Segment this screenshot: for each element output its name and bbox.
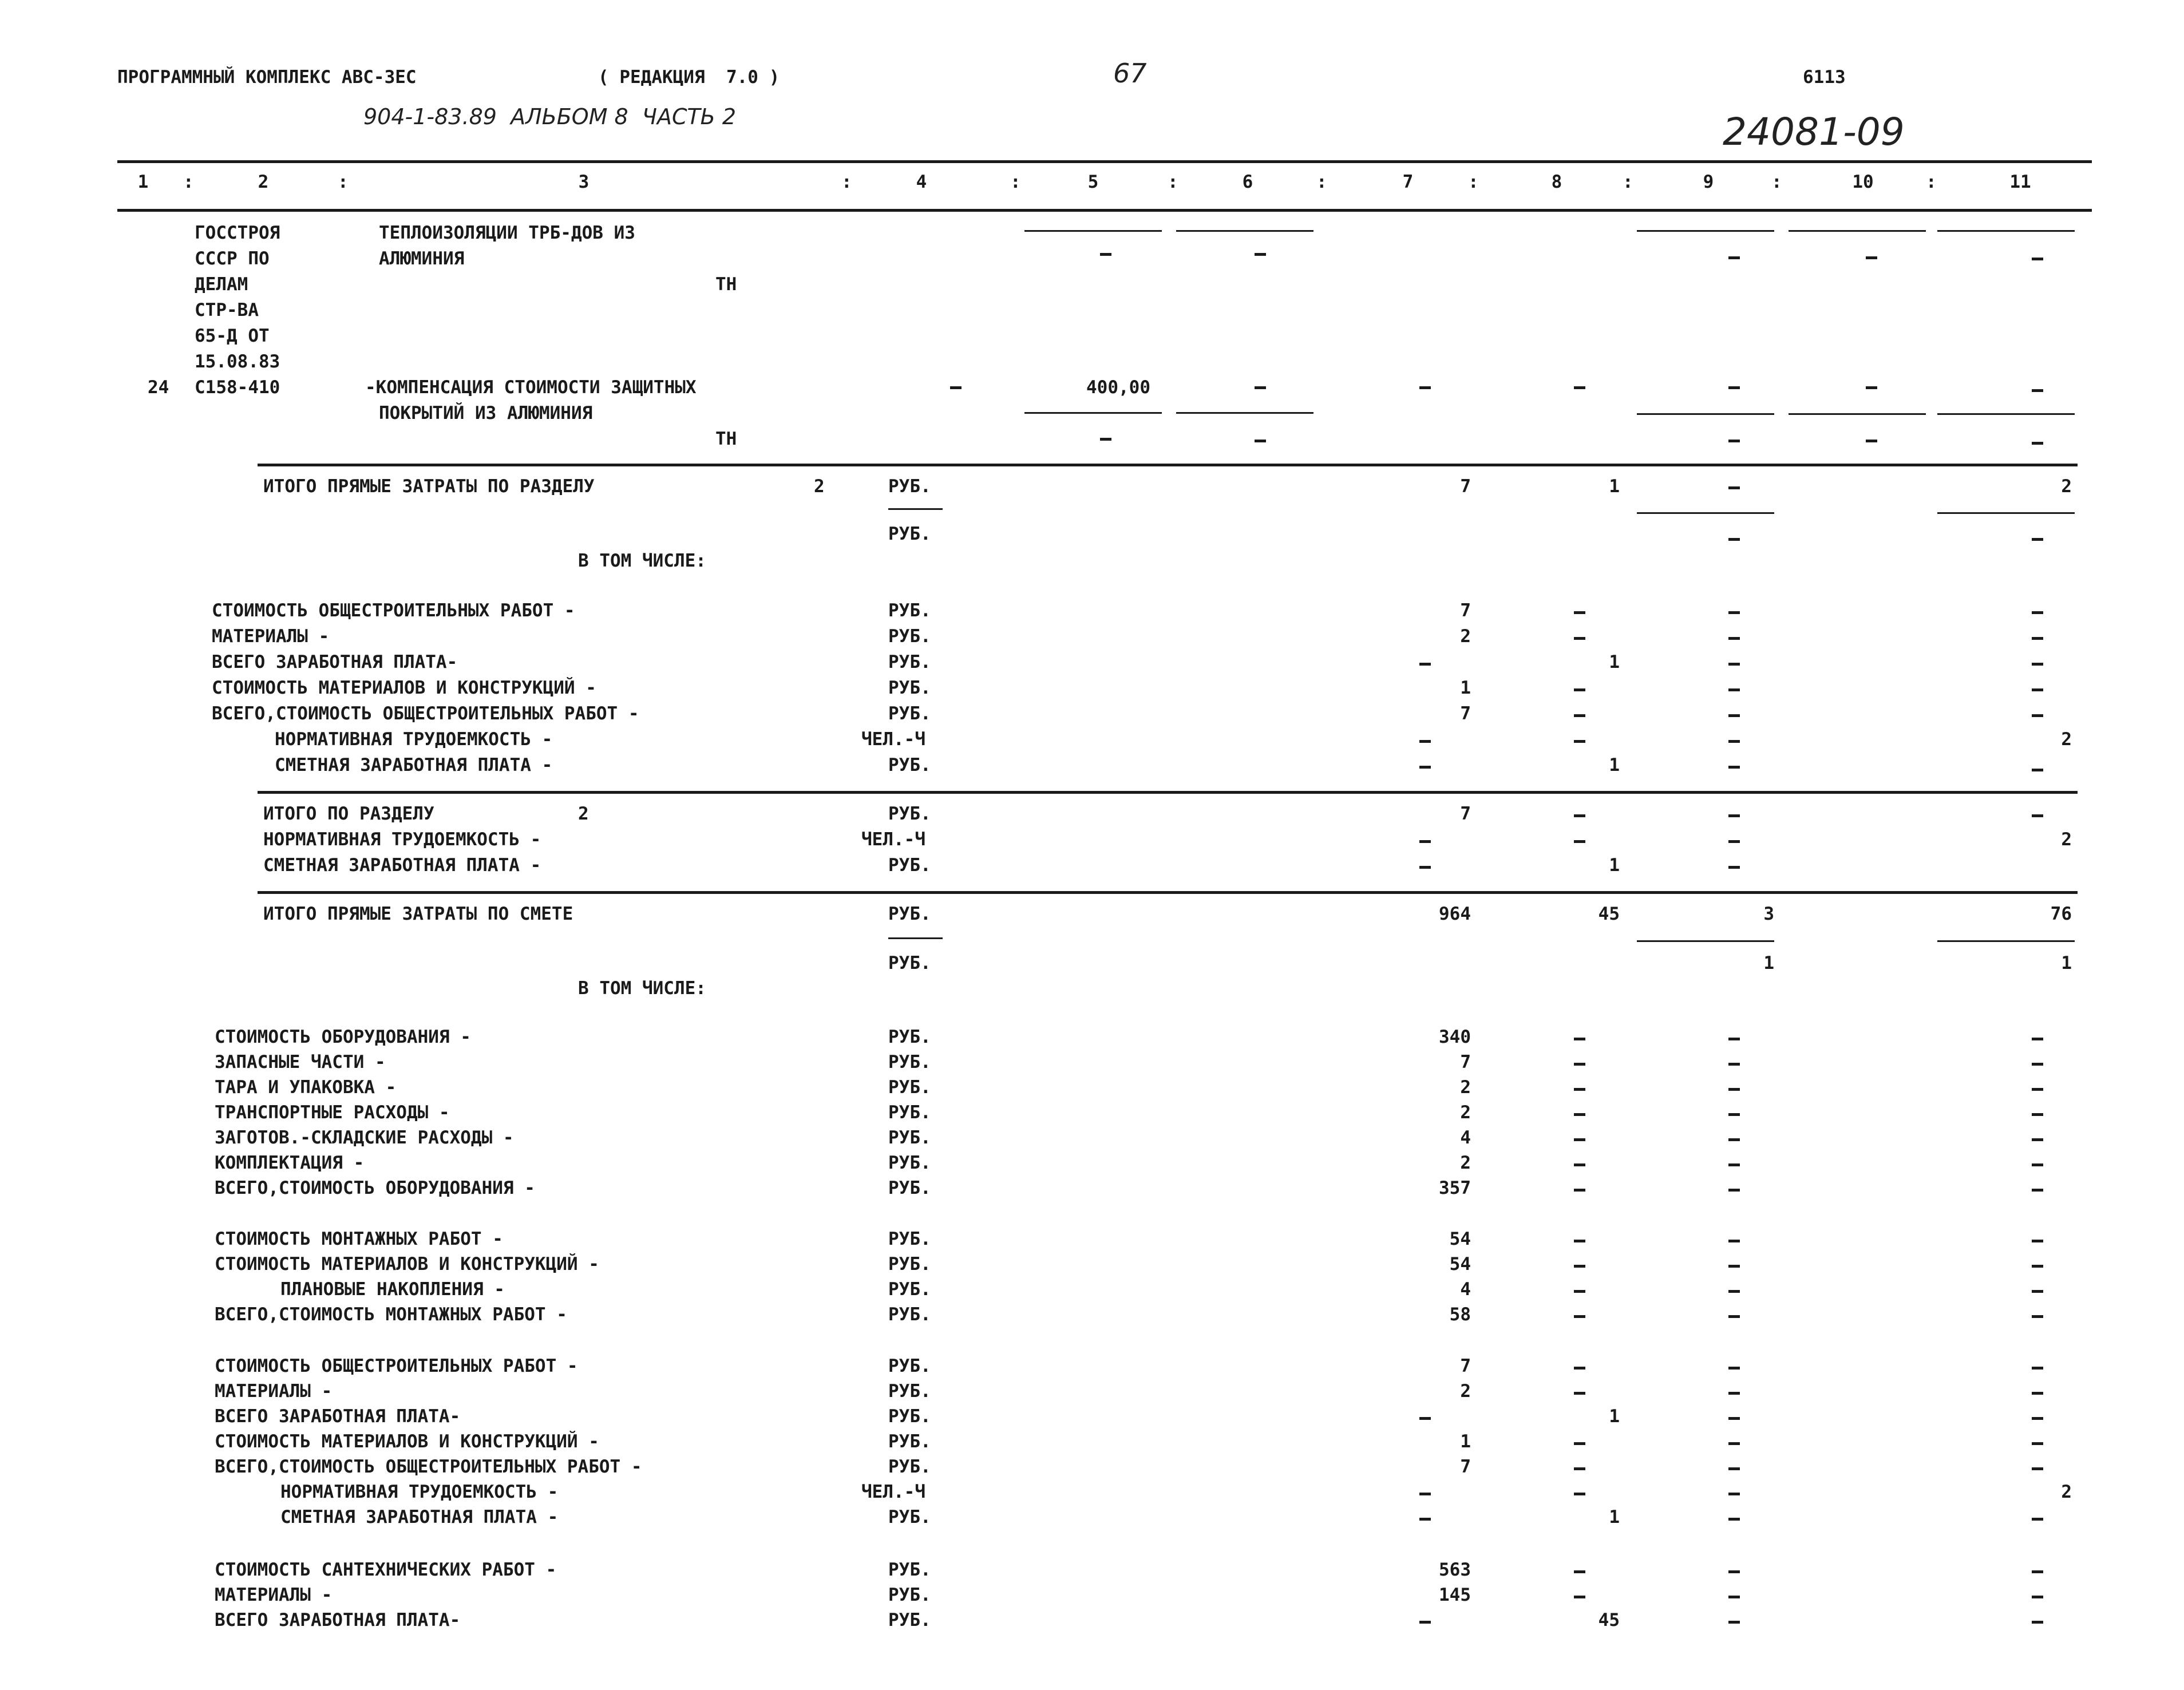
column-separator: : (338, 172, 349, 192)
value-rule (1024, 412, 1162, 414)
breakdown-col8: 1 (1609, 652, 1620, 672)
empty-dash (1574, 740, 1585, 743)
breakdown-label: НОРМАТИВНАЯ ТРУДОЕМКОСТЬ - (275, 729, 553, 750)
section-summary-unit: РУБ. (888, 804, 931, 824)
mounting-col7: 54 (1449, 1254, 1471, 1275)
empty-dash (1100, 438, 1111, 441)
empty-dash (1728, 1265, 1740, 1268)
equipment-unit: РУБ. (888, 1127, 931, 1148)
equipment-label: ТРАНСПОРТНЫЕ РАСХОДЫ - (215, 1102, 450, 1123)
column-header-5: 5 (1087, 172, 1099, 192)
source-line: СССР ПО (195, 248, 270, 269)
item-description: АЛЮМИНИЯ (379, 248, 465, 269)
general-label: МАТЕРИАЛЫ - (215, 1381, 333, 1402)
column-separator: : (183, 172, 194, 192)
value-rule (1637, 230, 1774, 232)
empty-dash (1866, 256, 1877, 259)
value-rule (1176, 230, 1313, 232)
empty-dash (1728, 1240, 1740, 1242)
empty-dash (1574, 714, 1585, 717)
column-header-3: 3 (578, 172, 589, 192)
item-code: С158-410 (195, 377, 280, 398)
general-label: СТОИМОСТЬ МАТЕРИАЛОВ И КОНСТРУКЦИЙ - (215, 1431, 599, 1452)
breakdown-col7: 2 (1460, 626, 1471, 647)
mounting-label: ПЛАНОВЫЕ НАКОПЛЕНИЯ - (280, 1279, 505, 1300)
empty-dash (2032, 769, 2043, 771)
section-summary-number: 2 (578, 804, 589, 824)
equipment-label: СТОИМОСТЬ ОБОРУДОВАНИЯ - (215, 1027, 471, 1047)
in-that-heading: В ТОМ ЧИСЛЕ: (578, 978, 706, 999)
empty-dash (1100, 253, 1111, 256)
column-separator: : (1926, 172, 1937, 192)
empty-dash (2032, 538, 2043, 541)
empty-dash (1574, 1493, 1585, 1495)
section-summary-label: НОРМАТИВНАЯ ТРУДОЕМКОСТЬ - (263, 829, 541, 850)
empty-dash (2032, 1367, 2043, 1370)
empty-dash (1728, 1113, 1740, 1116)
source-line: ГОССТРОЯ (195, 223, 280, 243)
breakdown-col7: 7 (1460, 703, 1471, 724)
empty-dash (1419, 386, 1431, 389)
sanitary-unit: РУБ. (888, 1610, 931, 1630)
source-line: СТР-ВА (195, 300, 259, 320)
mounting-label: ВСЕГО,СТОИМОСТЬ МОНТАЖНЫХ РАБОТ - (215, 1304, 567, 1325)
section-summary-unit: РУБ. (888, 855, 931, 876)
edition-label: ( РЕДАКЦИЯ 7.0 ) (598, 67, 780, 88)
empty-dash (1728, 1442, 1740, 1445)
item-unit: ТН (715, 274, 737, 295)
general-unit: ЧЕЛ.-Ч (861, 1482, 925, 1502)
mounting-unit: РУБ. (888, 1304, 931, 1325)
section-rule (258, 891, 2078, 894)
empty-dash (2032, 1315, 2043, 1318)
empty-dash (1728, 1392, 1740, 1395)
equipment-label: ВСЕГО,СТОИМОСТЬ ОБОРУДОВАНИЯ - (215, 1178, 535, 1198)
general-unit: РУБ. (888, 1507, 931, 1527)
empty-dash (2032, 1392, 2043, 1395)
empty-dash (1728, 256, 1740, 259)
empty-dash (1866, 440, 1877, 442)
header-rule-top (117, 160, 2092, 163)
general-unit: РУБ. (888, 1381, 931, 1402)
empty-dash (1574, 1315, 1585, 1318)
item-unit: ТН (715, 429, 737, 449)
value-rule (1637, 512, 1774, 514)
mounting-col7: 4 (1460, 1279, 1471, 1300)
mounting-col7: 58 (1449, 1304, 1471, 1325)
empty-dash (1419, 1621, 1431, 1624)
estimate-total-col11: 76 (2050, 904, 2072, 924)
general-unit: РУБ. (888, 1457, 931, 1477)
empty-dash (2032, 1240, 2043, 1242)
empty-dash (2032, 1088, 2043, 1091)
empty-dash (1728, 1570, 1740, 1573)
value-rule (1937, 230, 2075, 232)
section-subtotal-unit: РУБ. (888, 524, 931, 544)
empty-dash (1574, 1138, 1585, 1141)
empty-dash (1574, 1240, 1585, 1242)
section-summary-col7: 7 (1460, 804, 1471, 824)
empty-dash (1419, 740, 1431, 743)
estimate-total-unit: РУБ. (888, 904, 931, 924)
source-line: 65-Д ОТ (195, 326, 270, 346)
empty-dash (2032, 1063, 2043, 1066)
estimate-subtotal-col9: 1 (1763, 953, 1774, 973)
section-total-col8: 1 (1609, 476, 1620, 497)
empty-dash (1728, 866, 1740, 869)
estimate-total-col8: 45 (1598, 904, 1620, 924)
general-label: НОРМАТИВНАЯ ТРУДОЕМКОСТЬ - (280, 1482, 559, 1502)
section-rule (258, 464, 2078, 466)
empty-dash (1574, 1088, 1585, 1091)
empty-dash (1728, 1290, 1740, 1293)
empty-dash (1419, 1518, 1431, 1521)
empty-dash (1419, 840, 1431, 843)
column-header-6: 6 (1242, 172, 1253, 192)
in-that-heading: В ТОМ ЧИСЛЕ: (578, 551, 706, 571)
empty-dash (2032, 1518, 2043, 1521)
empty-dash (1728, 1138, 1740, 1141)
value-rule (888, 937, 943, 939)
equipment-col7: 2 (1460, 1102, 1471, 1123)
empty-dash (1728, 611, 1740, 614)
empty-dash (1728, 440, 1740, 442)
estimate-total-label: ИТОГО ПРЯМЫЕ ЗАТРАТЫ ПО СМЕТЕ (263, 904, 573, 924)
sanitary-unit: РУБ. (888, 1585, 931, 1605)
section-total-col7: 7 (1460, 476, 1471, 497)
equipment-col7: 2 (1460, 1077, 1471, 1098)
section-summary-label: СМЕТНАЯ ЗАРАБОТНАЯ ПЛАТА - (263, 855, 541, 876)
equipment-unit: РУБ. (888, 1102, 931, 1123)
empty-dash (1574, 1189, 1585, 1192)
section-total-col11: 2 (2061, 476, 2072, 497)
column-header-7: 7 (1402, 172, 1414, 192)
sanitary-unit: РУБ. (888, 1560, 931, 1580)
empty-dash (1574, 1113, 1585, 1116)
empty-dash (1728, 1467, 1740, 1470)
estimate-total-col9: 3 (1763, 904, 1774, 924)
empty-dash (1728, 814, 1740, 817)
column-separator: : (1623, 172, 1633, 192)
breakdown-unit: РУБ. (888, 755, 931, 775)
breakdown-label: СТОИМОСТЬ МАТЕРИАЛОВ И КОНСТРУКЦИЙ - (212, 678, 596, 698)
empty-dash (1574, 637, 1585, 640)
estimate-subtotal-col11: 1 (2061, 953, 2072, 973)
value-rule (1937, 940, 2075, 942)
empty-dash (2032, 611, 2043, 614)
document-code: 6113 (1803, 67, 1846, 88)
item-unit-price: 400,00 (1086, 377, 1150, 398)
empty-dash (2032, 1467, 2043, 1470)
empty-dash (1728, 1063, 1740, 1066)
mounting-label: СТОИМОСТЬ МАТЕРИАЛОВ И КОНСТРУКЦИЙ - (215, 1254, 599, 1275)
section-summary-col11: 2 (2061, 829, 2072, 850)
general-col7: 7 (1460, 1356, 1471, 1376)
mounting-col7: 54 (1449, 1229, 1471, 1249)
estimate-subtotal-unit: РУБ. (888, 953, 931, 973)
general-label: СТОИМОСТЬ ОБЩЕСТРОИТЕЛЬНЫХ РАБОТ - (215, 1356, 578, 1376)
empty-dash (2032, 1189, 2043, 1192)
general-unit: РУБ. (888, 1356, 931, 1376)
empty-dash (2032, 663, 2043, 666)
column-header-11: 11 (2009, 172, 2031, 192)
general-label: ВСЕГО,СТОИМОСТЬ ОБЩЕСТРОИТЕЛЬНЫХ РАБОТ - (215, 1457, 642, 1477)
equipment-unit: РУБ. (888, 1027, 931, 1047)
empty-dash (2032, 1621, 2043, 1624)
breakdown-label: МАТЕРИАЛЫ - (212, 626, 330, 647)
general-col8: 1 (1609, 1406, 1620, 1427)
general-unit: РУБ. (888, 1406, 931, 1427)
empty-dash (1728, 1189, 1740, 1192)
sanitary-col8: 45 (1598, 1610, 1620, 1630)
empty-dash (1419, 866, 1431, 869)
program-title: ПРОГРАММНЫЙ КОМПЛЕКС АВС-ЗЕС (117, 67, 417, 88)
item-description: ПОКРЫТИЙ ИЗ АЛЮМИНИЯ (379, 403, 593, 424)
source-line: ДЕЛАМ (195, 274, 248, 295)
breakdown-unit: ЧЕЛ.-Ч (861, 729, 925, 750)
source-line: 15.08.83 (195, 351, 280, 372)
empty-dash (1728, 714, 1740, 717)
empty-dash (1574, 1038, 1585, 1040)
empty-dash (1728, 1367, 1740, 1370)
empty-dash (2032, 1038, 2043, 1040)
value-rule (1637, 940, 1774, 942)
equipment-label: ТАРА И УПАКОВКА - (215, 1077, 397, 1098)
empty-dash (1574, 1442, 1585, 1445)
section-summary-label: ИТОГО ПО РАЗДЕЛУ (263, 804, 434, 824)
breakdown-label: ВСЕГО ЗАРАБОТНАЯ ПЛАТА- (212, 652, 458, 672)
empty-dash (2032, 258, 2043, 260)
empty-dash (1728, 538, 1740, 541)
breakdown-col7: 7 (1460, 600, 1471, 621)
empty-dash (1574, 1570, 1585, 1573)
empty-dash (2032, 1570, 2043, 1573)
empty-dash (2032, 1163, 2043, 1166)
empty-dash (2032, 688, 2043, 691)
section-total-label: ИТОГО ПРЯМЫЕ ЗАТРАТЫ ПО РАЗДЕЛУ (263, 476, 595, 497)
equipment-col7: 4 (1460, 1127, 1471, 1148)
column-separator: : (1771, 172, 1782, 192)
empty-dash (1574, 1367, 1585, 1370)
general-col7: 1 (1460, 1431, 1471, 1452)
equipment-col7: 357 (1439, 1178, 1471, 1198)
general-col8: 1 (1609, 1507, 1620, 1527)
empty-dash (2032, 1442, 2043, 1445)
equipment-col7: 340 (1439, 1027, 1471, 1047)
empty-dash (1728, 766, 1740, 769)
column-header-9: 9 (1703, 172, 1714, 192)
empty-dash (1728, 1038, 1740, 1040)
column-header-8: 8 (1551, 172, 1562, 192)
empty-dash (1574, 814, 1585, 817)
empty-dash (2032, 442, 2043, 445)
empty-dash (1728, 1088, 1740, 1091)
column-separator: : (1468, 172, 1479, 192)
empty-dash (1574, 840, 1585, 843)
value-rule (1937, 413, 2075, 415)
column-separator: : (1168, 172, 1178, 192)
empty-dash (2032, 1290, 2043, 1293)
empty-dash (1419, 766, 1431, 769)
value-rule (888, 508, 943, 510)
empty-dash (1574, 1467, 1585, 1470)
column-separator: : (1316, 172, 1327, 192)
empty-dash (1255, 386, 1266, 389)
empty-dash (1574, 1163, 1585, 1166)
general-col7: 2 (1460, 1381, 1471, 1402)
column-header-2: 2 (258, 172, 269, 192)
breakdown-label: СМЕТНАЯ ЗАРАБОТНАЯ ПЛАТА - (275, 755, 553, 775)
equipment-label: ЗАПАСНЫЕ ЧАСТИ - (215, 1052, 386, 1072)
mounting-unit: РУБ. (888, 1254, 931, 1275)
breakdown-unit: РУБ. (888, 626, 931, 647)
mounting-unit: РУБ. (888, 1279, 931, 1300)
sanitary-col7: 145 (1439, 1585, 1471, 1605)
empty-dash (1574, 1596, 1585, 1598)
empty-dash (1728, 1493, 1740, 1495)
equipment-label: КОМПЛЕКТАЦИЯ - (215, 1153, 365, 1173)
empty-dash (1728, 663, 1740, 666)
column-separator: : (841, 172, 852, 192)
breakdown-col11: 2 (2061, 729, 2072, 750)
item-description: ТЕПЛОИЗОЛЯЦИИ ТРБ-ДОВ ИЗ (379, 223, 635, 243)
empty-dash (2032, 1138, 2043, 1141)
empty-dash (1728, 1596, 1740, 1598)
breakdown-label: СТОИМОСТЬ ОБЩЕСТРОИТЕЛЬНЫХ РАБОТ - (212, 600, 575, 621)
empty-dash (1728, 1163, 1740, 1166)
column-header-10: 10 (1852, 172, 1874, 192)
breakdown-unit: РУБ. (888, 703, 931, 724)
column-separator: : (1010, 172, 1021, 192)
sanitary-col7: 563 (1439, 1560, 1471, 1580)
equipment-unit: РУБ. (888, 1153, 931, 1173)
column-header-1: 1 (137, 172, 149, 192)
equipment-label: ЗАГОТОВ.-СКЛАДСКИЕ РАСХОДЫ - (215, 1127, 514, 1148)
empty-dash (1574, 1265, 1585, 1268)
section-rule (258, 791, 2078, 794)
breakdown-label: ВСЕГО,СТОИМОСТЬ ОБЩЕСТРОИТЕЛЬНЫХ РАБОТ - (212, 703, 639, 724)
empty-dash (1255, 253, 1266, 256)
general-col11: 2 (2061, 1482, 2072, 1502)
section-summary-unit: ЧЕЛ.-Ч (861, 829, 925, 850)
empty-dash (1574, 1063, 1585, 1066)
breakdown-unit: РУБ. (888, 678, 931, 698)
empty-dash (1574, 1290, 1585, 1293)
general-label: ВСЕГО ЗАРАБОТНАЯ ПЛАТА- (215, 1406, 461, 1427)
general-label: СМЕТНАЯ ЗАРАБОТНАЯ ПЛАТА - (280, 1507, 559, 1527)
empty-dash (1728, 688, 1740, 691)
empty-dash (2032, 814, 2043, 817)
header-rule-bottom (117, 209, 2092, 212)
empty-dash (1574, 1392, 1585, 1395)
empty-dash (1728, 486, 1740, 489)
breakdown-unit: РУБ. (888, 652, 931, 672)
sanitary-label: ВСЕГО ЗАРАБОТНАЯ ПЛАТА- (215, 1610, 461, 1630)
empty-dash (1728, 1315, 1740, 1318)
empty-dash (1419, 1493, 1431, 1495)
value-rule (1176, 412, 1313, 414)
empty-dash (1728, 1621, 1740, 1624)
estimate-total-col7: 964 (1439, 904, 1471, 924)
sanitary-label: МАТЕРИАЛЫ - (215, 1585, 333, 1605)
item-number: 24 (148, 377, 169, 398)
empty-dash (1728, 840, 1740, 843)
handwritten-stamp-number: 24081-09 (1723, 110, 1905, 154)
section-total-unit: РУБ. (888, 476, 931, 497)
empty-dash (2032, 637, 2043, 640)
mounting-label: СТОИМОСТЬ МОНТАЖНЫХ РАБОТ - (215, 1229, 503, 1249)
value-rule (1789, 230, 1926, 232)
empty-dash (1574, 688, 1585, 691)
equipment-unit: РУБ. (888, 1052, 931, 1072)
value-rule (1937, 512, 2075, 514)
page-number: 67 (1113, 58, 1147, 89)
value-rule (1789, 413, 1926, 415)
equipment-unit: РУБ. (888, 1178, 931, 1198)
empty-dash (1574, 386, 1585, 389)
item-description: -КОМПЕНСАЦИЯ СТОИМОСТИ ЗАЩИТНЫХ (365, 377, 697, 398)
value-rule (1024, 230, 1162, 232)
equipment-col7: 2 (1460, 1153, 1471, 1173)
breakdown-unit: РУБ. (888, 600, 931, 621)
empty-dash (1728, 637, 1740, 640)
sanitary-label: СТОИМОСТЬ САНТЕХНИЧЕСКИХ РАБОТ - (215, 1560, 557, 1580)
column-header-4: 4 (916, 172, 927, 192)
empty-dash (2032, 389, 2043, 392)
empty-dash (1419, 1417, 1431, 1420)
mounting-unit: РУБ. (888, 1229, 931, 1249)
empty-dash (2032, 1596, 2043, 1598)
general-unit: РУБ. (888, 1431, 931, 1452)
empty-dash (1728, 1417, 1740, 1420)
section-total-number: 2 (814, 476, 825, 497)
empty-dash (2032, 1113, 2043, 1116)
empty-dash (1728, 740, 1740, 743)
empty-dash (1728, 1518, 1740, 1521)
equipment-unit: РУБ. (888, 1077, 931, 1098)
empty-dash (950, 386, 962, 389)
empty-dash (1728, 386, 1740, 389)
empty-dash (1866, 386, 1877, 389)
general-col7: 7 (1460, 1457, 1471, 1477)
empty-dash (1574, 611, 1585, 614)
breakdown-col7: 1 (1460, 678, 1471, 698)
empty-dash (2032, 1265, 2043, 1268)
empty-dash (2032, 1417, 2043, 1420)
empty-dash (1419, 663, 1431, 666)
breakdown-col8: 1 (1609, 755, 1620, 775)
empty-dash (2032, 714, 2043, 717)
value-rule (1637, 413, 1774, 415)
album-reference: 904-1-83.89 АЛЬБОМ 8 ЧАСТЬ 2 (363, 104, 737, 129)
empty-dash (1255, 440, 1266, 442)
equipment-col7: 7 (1460, 1052, 1471, 1072)
section-summary-col8: 1 (1609, 855, 1620, 876)
